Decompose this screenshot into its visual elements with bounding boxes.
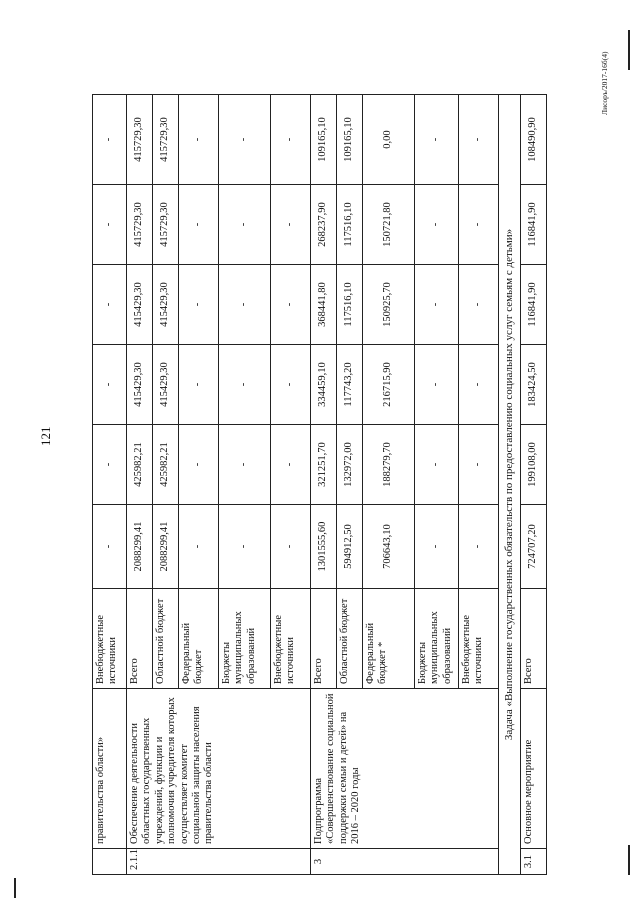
value-cell: 150925,70: [363, 265, 415, 345]
value-cell: -: [93, 185, 127, 265]
footer-note: Лисоръ/2017-16б(4): [600, 51, 609, 115]
value-cell: -: [219, 185, 271, 265]
value-cell: -: [219, 95, 271, 185]
value-cell: -: [271, 185, 311, 265]
row-code: [93, 849, 127, 875]
value-cell: 724707,20: [521, 505, 547, 589]
value-cell: -: [459, 185, 499, 265]
scan-edge-mark: [14, 878, 16, 898]
value-cell: 415729,30: [127, 95, 153, 185]
value-cell: -: [93, 505, 127, 589]
value-cell: -: [271, 345, 311, 425]
value-cell: 0,00: [363, 95, 415, 185]
value-cell: 1301555,60: [311, 505, 337, 589]
value-cell: 415429,30: [127, 265, 153, 345]
rotated-table-page: [92, 95, 542, 875]
value-cell: -: [93, 425, 127, 505]
funding-source: Бюджеты муниципальных образований: [219, 589, 271, 689]
value-cell: 183424,50: [521, 345, 547, 425]
value-cell: -: [271, 95, 311, 185]
value-cell: -: [415, 95, 459, 185]
value-cell: -: [219, 265, 271, 345]
task-heading: Задача «Выполнение государственных обязательств по предоставлению социальных услуг семьям с детьми»: [499, 95, 521, 875]
task-row: [499, 95, 521, 875]
value-cell: -: [179, 95, 219, 185]
value-cell: -: [459, 345, 499, 425]
value-cell: -: [271, 265, 311, 345]
value-cell: 150721,80: [363, 185, 415, 265]
value-cell: 415729,30: [127, 185, 153, 265]
value-cell: -: [219, 425, 271, 505]
value-cell: 2088299,41: [127, 505, 153, 589]
funding-source: Областной бюджет: [153, 589, 179, 689]
funding-source: Всего: [311, 589, 337, 689]
row-code: 2.1.1: [127, 849, 311, 875]
value-cell: 321251,70: [311, 425, 337, 505]
value-cell: 594912,50: [337, 505, 363, 589]
value-cell: -: [459, 505, 499, 589]
value-cell: 116841,90: [521, 185, 547, 265]
value-cell: 117743,20: [337, 345, 363, 425]
row-code: 3.1: [521, 849, 547, 875]
value-cell: -: [415, 265, 459, 345]
value-cell: 368441,80: [311, 265, 337, 345]
funding-source: Внебюджетные источники: [459, 589, 499, 689]
value-cell: 415429,30: [153, 265, 179, 345]
value-cell: -: [93, 345, 127, 425]
value-cell: -: [219, 345, 271, 425]
value-cell: -: [415, 425, 459, 505]
value-cell: -: [179, 265, 219, 345]
funding-source: Федеральный бюджет *: [363, 589, 415, 689]
funding-source: Федеральный бюджет: [179, 589, 219, 689]
value-cell: -: [179, 345, 219, 425]
value-cell: 132972,00: [337, 425, 363, 505]
row-name: Основное мероприятие: [521, 689, 547, 849]
value-cell: -: [415, 505, 459, 589]
value-cell: 199108,00: [521, 425, 547, 505]
value-cell: -: [415, 345, 459, 425]
funding-source: Внебюджетные источники: [93, 589, 127, 689]
value-cell: -: [459, 265, 499, 345]
funding-source: Бюджеты муниципальных образований: [415, 589, 459, 689]
table-row: [93, 95, 127, 875]
table-row: [521, 95, 547, 875]
value-cell: 425982,21: [127, 425, 153, 505]
value-cell: 334459,10: [311, 345, 337, 425]
value-cell: 216715,90: [363, 345, 415, 425]
value-cell: -: [271, 425, 311, 505]
table-row: [127, 95, 153, 875]
value-cell: -: [93, 265, 127, 345]
value-cell: -: [179, 185, 219, 265]
value-cell: 109165,10: [311, 95, 337, 185]
value-cell: 109165,10: [337, 95, 363, 185]
value-cell: 117516,10: [337, 185, 363, 265]
scan-edge-mark: [628, 845, 630, 875]
funding-source: Областной бюджет: [337, 589, 363, 689]
value-cell: -: [459, 425, 499, 505]
value-cell: -: [219, 505, 271, 589]
funding-source: Всего: [127, 589, 153, 689]
value-cell: -: [179, 505, 219, 589]
budget-table: [92, 94, 547, 875]
row-name: Подпрограмма «Совершенствование социальной поддержки семьи и детей» на 2016 – 2020 годы: [311, 689, 499, 849]
value-cell: 415429,30: [153, 345, 179, 425]
funding-source: Внебюджетные источники: [271, 589, 311, 689]
value-cell: 706643,10: [363, 505, 415, 589]
row-name: Обеспечение деятельности областных государственных учреждений, функции и полномочия учредителя которых осуществляет комитет социальной защиты населения правительства области: [127, 689, 311, 849]
value-cell: 425982,21: [153, 425, 179, 505]
value-cell: 116841,90: [521, 265, 547, 345]
value-cell: 268237,90: [311, 185, 337, 265]
row-code: 3: [311, 849, 499, 875]
value-cell: -: [179, 425, 219, 505]
value-cell: 108490,90: [521, 95, 547, 185]
value-cell: -: [459, 95, 499, 185]
value-cell: -: [271, 505, 311, 589]
value-cell: 415729,30: [153, 95, 179, 185]
value-cell: 117516,10: [337, 265, 363, 345]
value-cell: 188279,70: [363, 425, 415, 505]
value-cell: -: [93, 95, 127, 185]
value-cell: -: [415, 185, 459, 265]
scan-edge-mark: [628, 30, 630, 70]
page-number: 121: [38, 426, 53, 446]
funding-source: Всего: [521, 589, 547, 689]
value-cell: 415429,30: [127, 345, 153, 425]
table-row: [311, 95, 337, 875]
row-name: правительства области»: [93, 689, 127, 849]
value-cell: 415729,30: [153, 185, 179, 265]
value-cell: 2088299,41: [153, 505, 179, 589]
